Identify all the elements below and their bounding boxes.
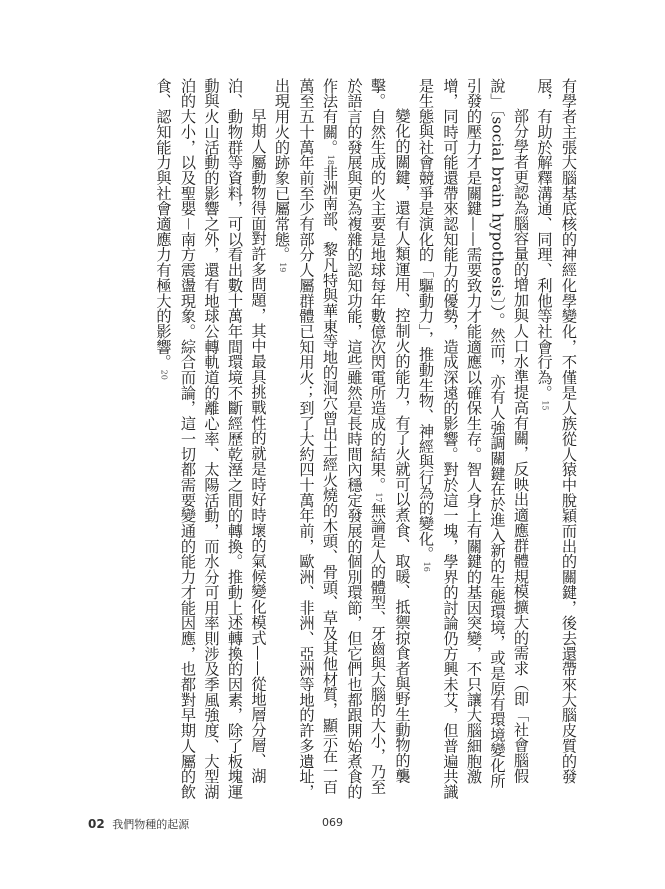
chapter-number: 02 xyxy=(88,817,105,831)
page-number: 069 xyxy=(322,816,343,829)
paragraph-2-text: 部分學者更認為腦容量的增加與人口水準提高有關，反映出適應群體規模擴大的需求（即「社會腦假說」〔social brain hypothesis〕）。然而，亦有人強調關鍵在於進入新的生態環境，或是原有環境變化所引發的壓力才是關鍵——需要致力才能適應以確保生存。智人身上有關鍵的基因突變，不只讓大腦細胞激增，同時可能還帶來認知能力的優勢，造成深遠的影響。對於這一塊，學界的討論仍方興未艾，但普遍共識是生態與社會競爭是演化的「驅動力」，推動生物、神經與行為的變化。 xyxy=(417,78,530,800)
paragraph-3-text-c: 非洲南部、黎凡特與華東等地的洞穴曾出土經火燒的木頭、骨頭、草及其他材質，顯示在一百萬至五十萬年前至少有部分人屬群體已知用火；到了大約四十萬年前，歐洲、非洲、亞洲等地的許多遺址，出現用火的跡象已屬常態。 xyxy=(273,78,339,800)
footnote-marker-18[interactable]: 18 xyxy=(326,154,335,165)
footnote-marker-20[interactable]: 20 xyxy=(159,369,169,380)
paragraph-4 xyxy=(151,78,270,802)
paragraph-3-text-b: 無論是人的體型、牙齒與大腦的大小，乃至於語言的發展與更為複雜的認知功能，這些雖然是長時間內穩定發展的個別環節，但它們也都跟開始煮食的作法有關。 xyxy=(321,78,387,800)
footnote-marker-15[interactable]: 15 xyxy=(540,400,550,411)
footnote-marker-17[interactable]: 17 xyxy=(374,492,383,503)
footnote-marker-16[interactable]: 16 xyxy=(422,561,431,572)
paragraph-3-text-a: 變化的關鍵，還有人類運用、控制火的能力，有了火就可以煮食、取暖、抵禦掠食者與野生動物的襲擊。自然生成的火主要是地球每年數億次閃電所造成的結果。 xyxy=(369,78,412,784)
paragraph-1-text: 有學者主張大腦基底核的神經化學變化，不僅是人族從人猿中脫穎而出的關鍵，後去還帶來大腦皮質的發展，有助於解釋溝通、同理、利他等社會行為。 xyxy=(535,78,578,785)
body-text xyxy=(84,78,580,802)
paragraph-2 xyxy=(414,78,533,802)
footnote-marker-19[interactable]: 19 xyxy=(278,262,287,273)
paragraph-4-text: 早期人屬動物得面對許多問題，其中最具挑戰性的就是時好時壞的氣候變化模式——從地層分層、湖泊、動物群等資料，可以看出數十萬年間環境不斷經歷乾溼之間的轉換。推動上述轉換的因素，除了板塊運動與火山活動的影響之外，還有地球公轉軌道的離心率、太陽活動，而水分可用率則涉及季風強度、大型湖泊的大小，以及聖嬰－南方震盪現象。綜合而論，這一切都需要變通的能力才能因應，也都對早期人屬的飲食、認知能力與社會適應力有極大的影響。 xyxy=(154,78,268,800)
paragraph-1 xyxy=(532,78,580,802)
paragraph-3 xyxy=(270,78,414,802)
chapter-title: 我們物種的起源 xyxy=(112,818,190,831)
